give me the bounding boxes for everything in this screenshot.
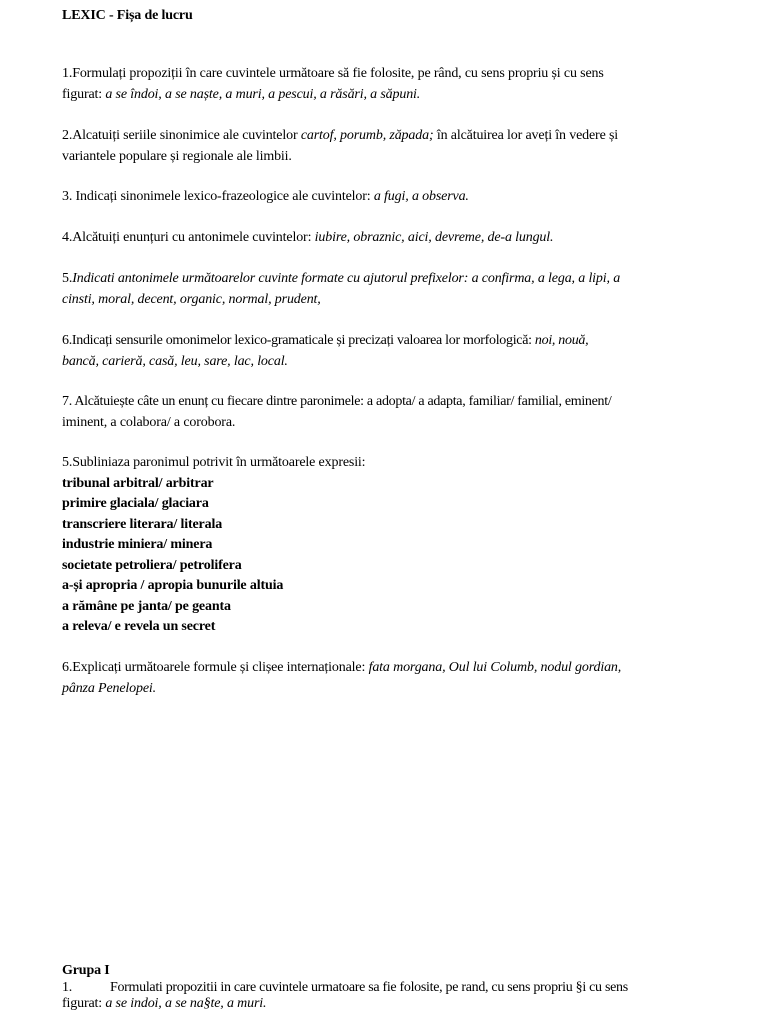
question-4 [62, 228, 704, 249]
question-3-words: a fugi, a observa. [373, 189, 469, 204]
question-2-line-1 [62, 126, 704, 147]
group-section [62, 963, 704, 1013]
paronym-item: tribunal arbitral/ arbitrar [62, 475, 214, 491]
question-4-words: iubire, obraznic, aici, devreme, de-a lungul. [314, 230, 554, 245]
question-6 [62, 331, 704, 372]
question-2-words: cartof, porumb, zăpada; [300, 128, 434, 143]
question-6-words-2: bancă, carieră, casă, leu, sare, lac, local. [62, 353, 288, 369]
question-1-figurat-label: figurat: [62, 86, 106, 102]
question-1-line-2 [62, 85, 704, 106]
paronym-item: a rămâne pe janta/ pe geanta [62, 598, 231, 614]
paronym-exercise [62, 453, 704, 638]
question-7 [62, 392, 704, 433]
question-9 [62, 658, 704, 699]
question-9-prompt: 6.Explicați următoarele formule și clișee internaționale: [62, 660, 369, 675]
question-1-words: a se îndoi, a se naște, a muri, a pescui, a răsări, a săpuni. [105, 86, 421, 102]
page-title: LEXIC - Fișa de lucru [62, 8, 193, 23]
group-item-words: a se indoi, a se na§te, a muri. [105, 996, 267, 1011]
question-1 [62, 64, 704, 105]
group-item-line-1: Formulati propozitii in care cuvintele urmatoare sa fie folosite, pe rand, cu sens propriu §i cu sens [110, 979, 628, 995]
question-7-line-1: 7. Alcătuiește câte un enunț cu fiecare dintre paronimele: a adopta/ a adapta, familiar/ familial, eminent/ [62, 394, 612, 409]
question-2-prompt-cont: în alcătuirea lor aveți în vedere și [433, 128, 619, 143]
question-6-prompt: 6.Indicați sensurile omonimelor lexico-gramaticale și precizați valoarea lor morfologică: [62, 333, 535, 348]
paronym-item: a releva/ e revela un secret [62, 619, 216, 634]
group-item-number: 1. [62, 979, 72, 995]
question-4-prompt: 4.Alcătuiți enunțuri cu antonimele cuvintelor: [62, 230, 315, 245]
paronym-intro: 5.Subliniaza paronimul potrivit în următoarele expresii: [62, 455, 366, 470]
question-2 [62, 126, 704, 167]
question-5-line-2: cinsti, moral, decent, organic, normal, prudent, [62, 291, 321, 307]
question-6-words-1: noi, nouă, [534, 333, 589, 348]
question-5 [62, 269, 704, 310]
question-2-line-2: variantele populare și regionale ale limbii. [62, 148, 292, 164]
question-7-line-2: iminent, a colabora/ a corobora. [62, 414, 236, 430]
paronym-item: primire glaciala/ glaciara [62, 496, 209, 511]
paronym-item: a-și apropria / apropia bunurile altuia [62, 578, 284, 593]
question-9-words-2: pânza Penelopei. [62, 680, 157, 696]
question-5-line-1: Indicati antonimele următoarelor cuvinte formate cu ajutorul prefixelor: a confirma, a lega, a lipi, a [72, 271, 621, 286]
paronym-item: societate petroliera/ petrolifera [62, 557, 242, 573]
group-heading: Grupa I [62, 963, 110, 978]
question-3 [62, 187, 704, 208]
paronym-item: industrie miniera/ minera [62, 537, 213, 552]
paronym-item: transcriere literara/ literala [62, 516, 223, 532]
question-9-words-1: fata morgana, Oul lui Columb, nodul gordian, [368, 660, 622, 675]
question-2-prompt: 2.Alcatuiți seriile sinonimice ale cuvintelor [62, 128, 301, 143]
question-5-number: 5. [62, 271, 73, 286]
question-3-prompt: 3. Indicați sinonimele lexico-frazeologice ale cuvintelor: [62, 189, 374, 204]
group-figurat-label: figurat: [62, 996, 106, 1011]
question-1-line-1: 1.Formulați propoziții în care cuvintele următoare să fie folosite, pe rând, cu sens propriu și cu sens [62, 66, 604, 81]
